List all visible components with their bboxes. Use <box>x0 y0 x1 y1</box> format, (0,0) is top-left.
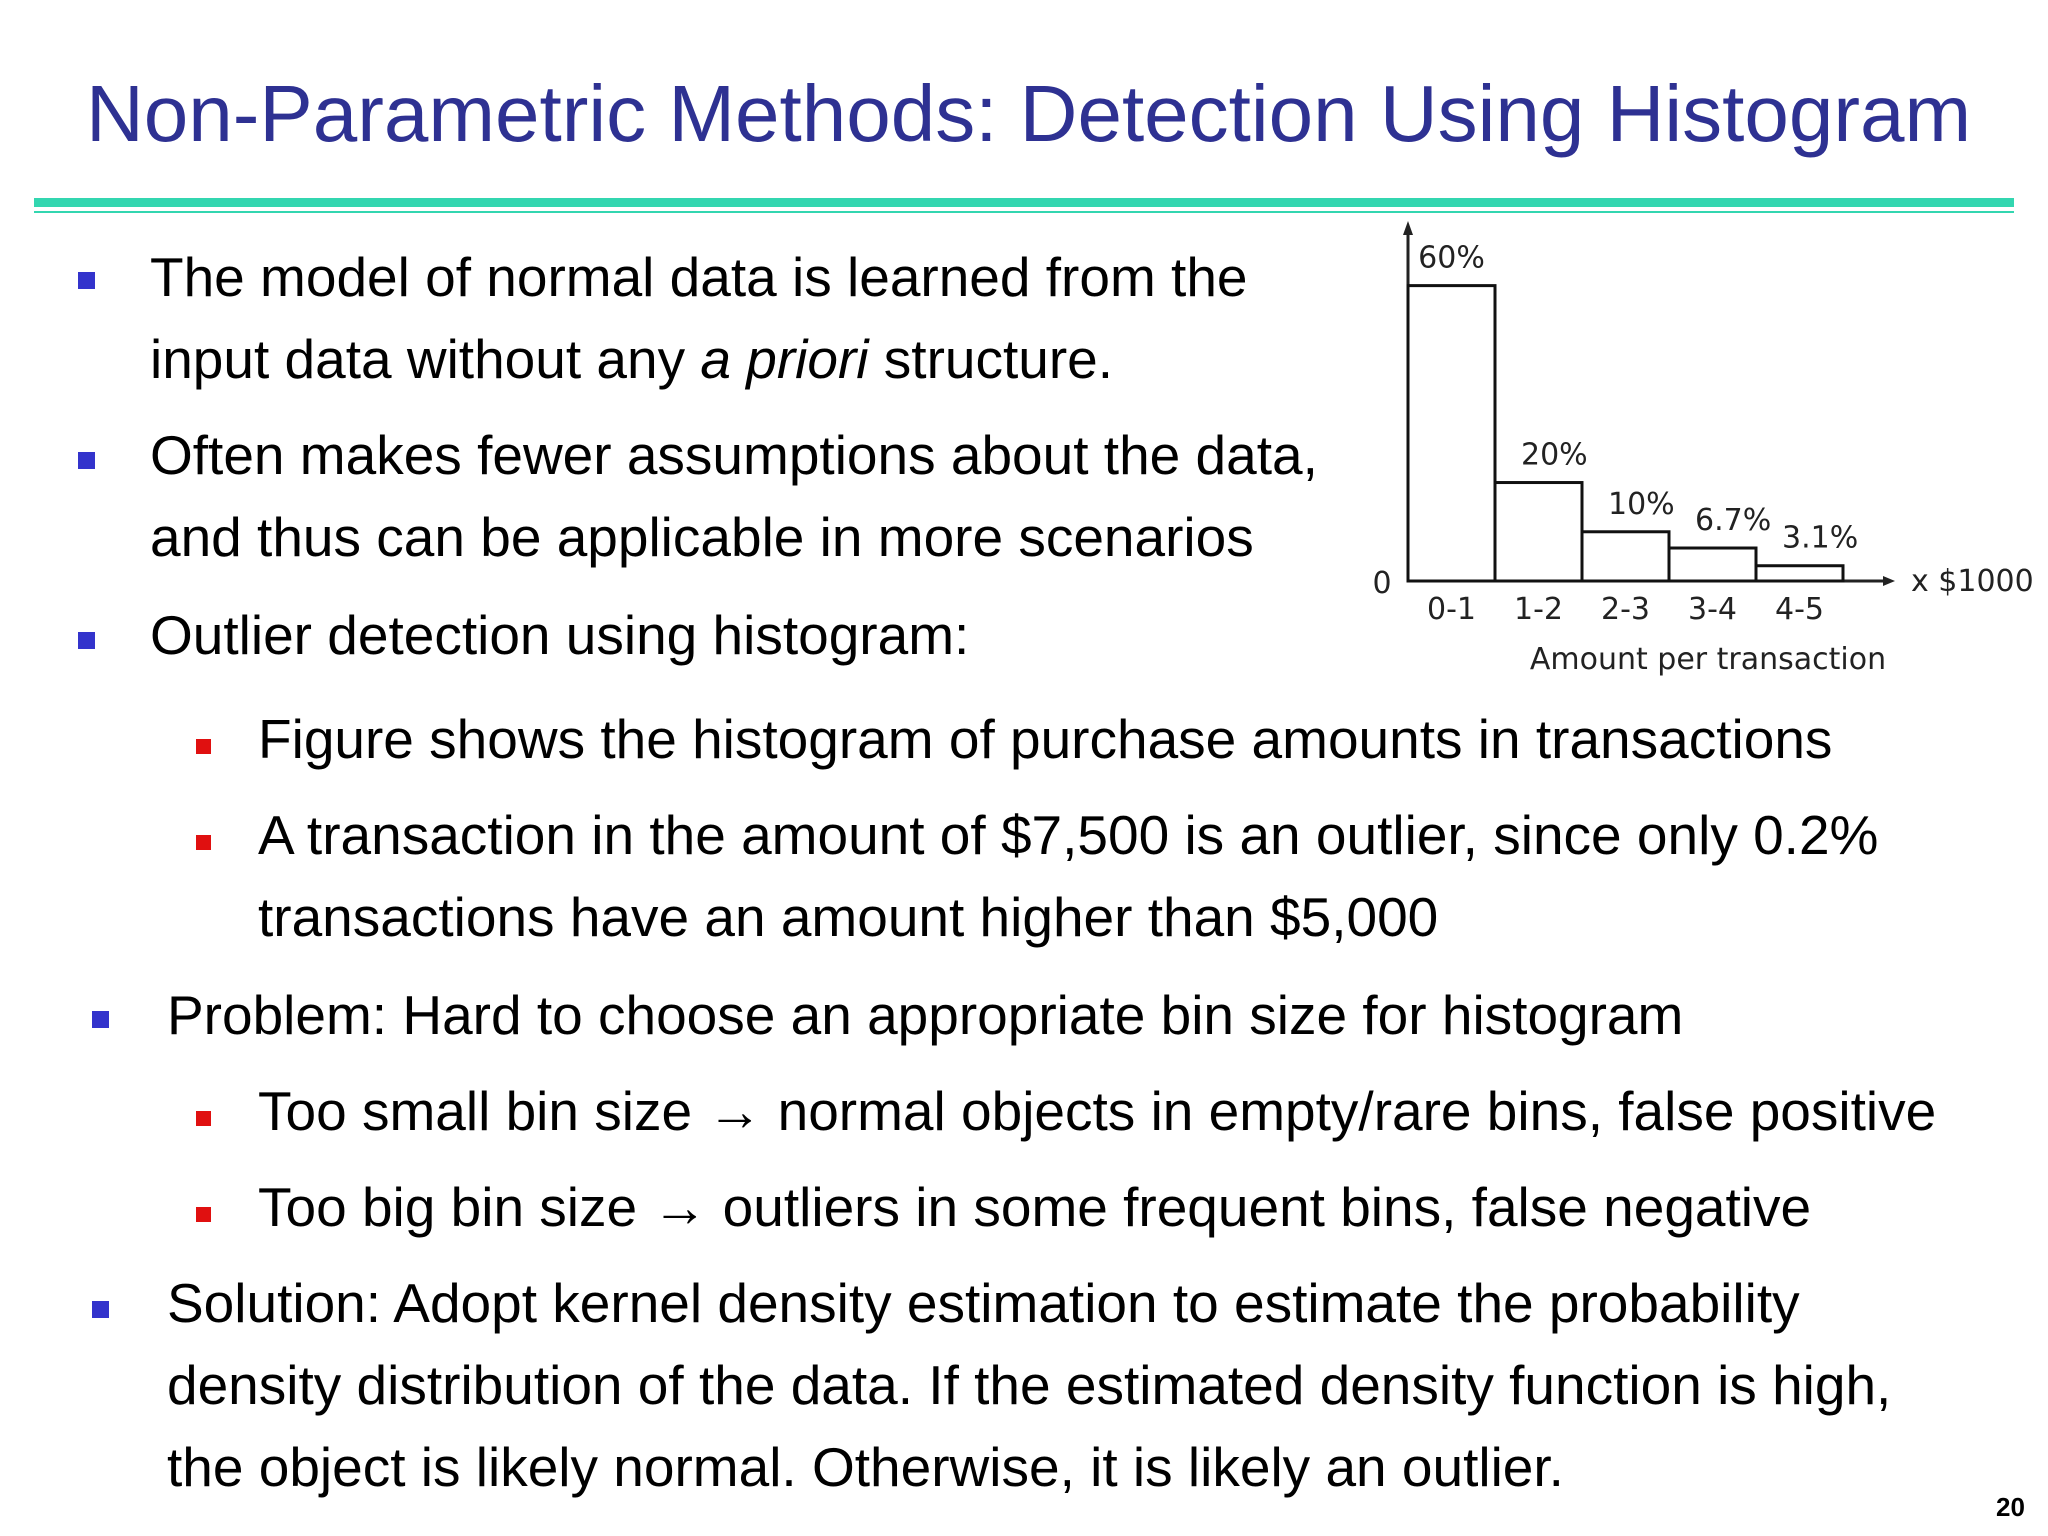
bullet-1-line-2: input data without any a priori structure. <box>150 328 1114 390</box>
bullet-5-line-1: Solution: Adopt kernel density estimation to estimate the probability <box>167 1272 1800 1334</box>
sub-bullet-marker <box>196 1111 211 1126</box>
x-tick-label: 4-5 <box>1775 592 1824 627</box>
sub-bullet-marker <box>196 1207 211 1222</box>
origin-label: 0 <box>1372 566 1392 601</box>
bullet-1-line-1: The model of normal data is learned from the <box>150 246 1248 308</box>
sub-bullet-marker <box>196 835 211 850</box>
x-tick-label: 3-4 <box>1688 592 1737 627</box>
data-label: 20% <box>1521 437 1588 473</box>
bullet-5-line-3: the object is likely normal. Otherwise, it is likely an outlier. <box>167 1436 1564 1498</box>
histogram-bar <box>1582 532 1669 581</box>
bullet-3-line-1: Outlier detection using histogram: <box>150 604 970 666</box>
bullet-4-sub-1: Too small bin size → normal objects in empty/rare bins, false positive <box>258 1080 1937 1142</box>
bullet-marker <box>92 1301 109 1318</box>
histogram-bar <box>1756 566 1843 581</box>
slide-title: Non-Parametric Methods: Detection Using Histogram <box>86 69 1972 158</box>
data-label: 3.1% <box>1782 520 1859 556</box>
emphasis-a-priori: a priori <box>700 328 869 390</box>
y-axis-arrow <box>1403 221 1413 235</box>
bullet-marker <box>78 272 95 289</box>
bullet-2-line-1: Often makes fewer assumptions about the data, <box>150 424 1318 486</box>
data-label: 60% <box>1418 240 1485 276</box>
bullet-marker <box>78 632 95 649</box>
title-divider-thin <box>34 211 2014 213</box>
title-divider <box>34 198 2014 207</box>
bullet-3-sub-2-line-1: A transaction in the amount of $7,500 is an outlier, since only 0.2% <box>258 804 1879 866</box>
sub-bullet-marker <box>196 739 211 754</box>
histogram-bar <box>1495 483 1582 581</box>
bullet-2-line-2: and thus can be applicable in more scenarios <box>150 506 1254 568</box>
x-tick-label: 1-2 <box>1514 592 1563 627</box>
bullet-marker <box>92 1011 109 1028</box>
histogram-bar <box>1669 548 1756 581</box>
x-axis-arrow <box>1883 576 1895 586</box>
x-tick-label: 0-1 <box>1427 592 1476 627</box>
bullet-4-line-1: Problem: Hard to choose an appropriate bin size for histogram <box>167 984 1684 1046</box>
histogram-chart <box>1360 215 2040 685</box>
page-number: 20 <box>1996 1492 2025 1522</box>
bullet-3-sub-2-line-2: transactions have an amount higher than $5,000 <box>258 886 1439 948</box>
bullet-3-sub-1: Figure shows the histogram of purchase amounts in transactions <box>258 708 1833 770</box>
bullet-5-line-2: density distribution of the data. If the estimated density function is high, <box>167 1354 1892 1416</box>
x-axis-label: Amount per transaction <box>1529 642 1887 677</box>
bullet-marker <box>78 452 95 469</box>
x-unit-label: x $1000 <box>1911 564 2034 599</box>
x-tick-label: 2-3 <box>1601 592 1650 627</box>
bullet-4-sub-2: Too big bin size → outliers in some frequent bins, false negative <box>258 1176 1812 1238</box>
histogram-bar <box>1408 286 1495 581</box>
data-label: 6.7% <box>1695 503 1772 539</box>
data-label: 10% <box>1608 486 1675 522</box>
